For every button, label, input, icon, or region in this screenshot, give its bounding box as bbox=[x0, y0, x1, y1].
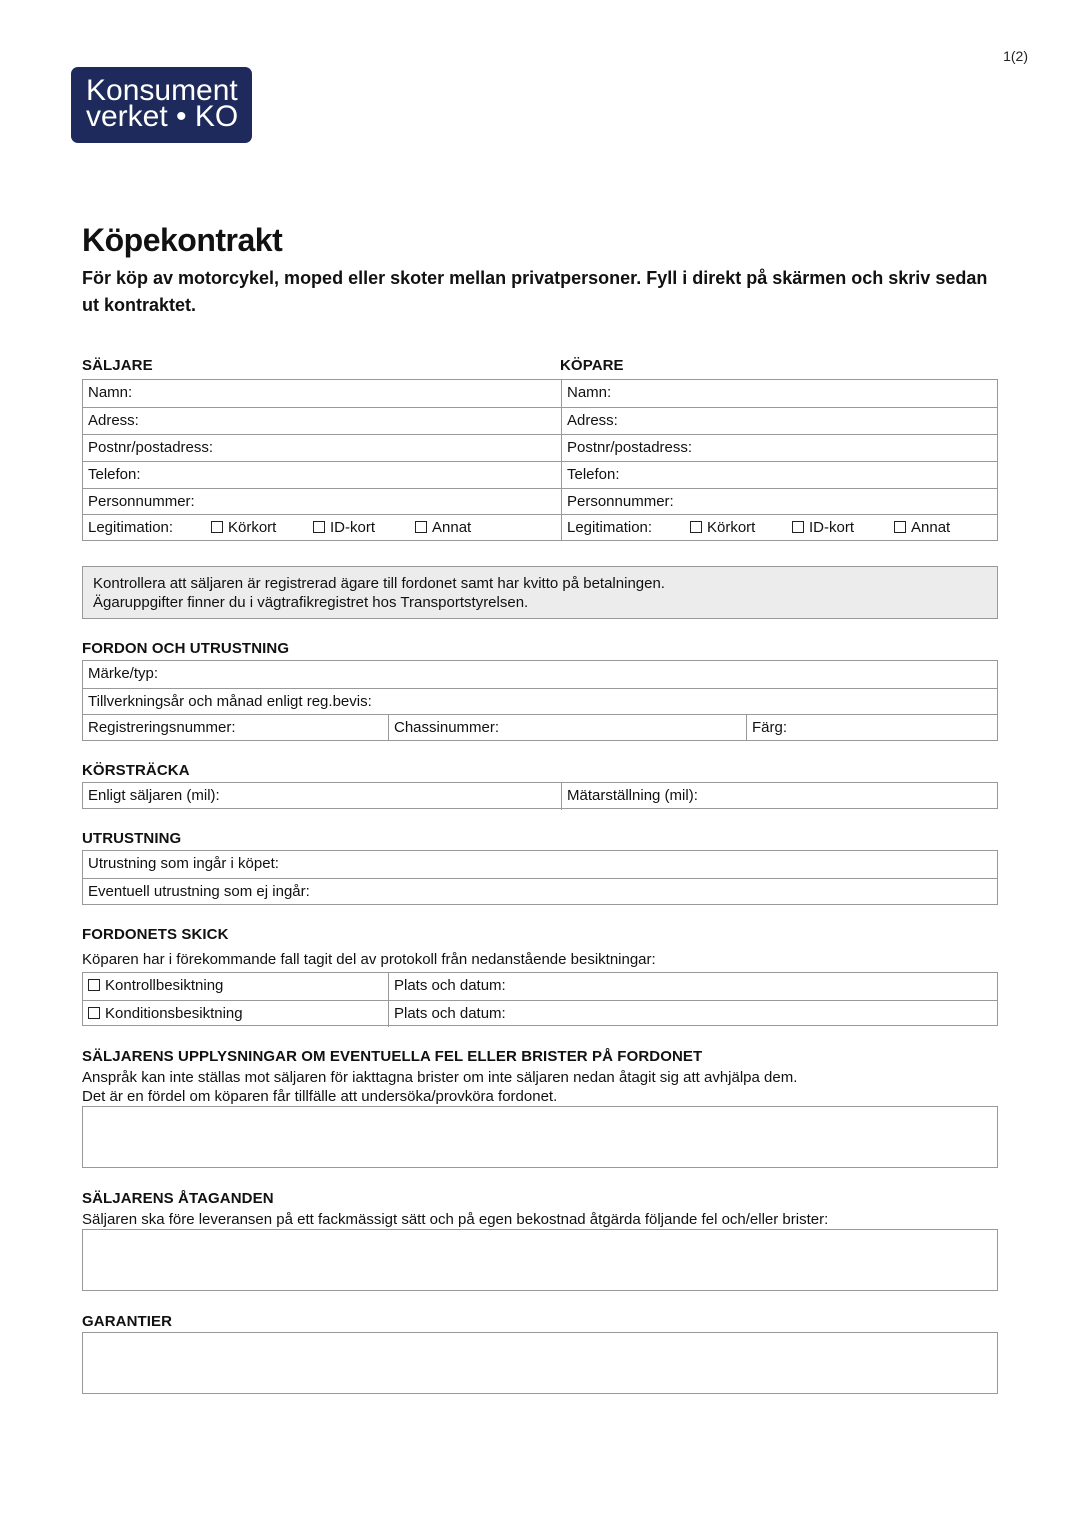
buyer-personal-number-field[interactable]: Personnummer: bbox=[561, 489, 997, 515]
seller-option-korkort[interactable] bbox=[211, 519, 276, 537]
mileage-heading: KÖRSTRÄCKA bbox=[82, 762, 190, 779]
inspection-table bbox=[82, 972, 998, 1026]
buyer-option-id-kort[interactable] bbox=[792, 519, 854, 537]
checkbox-icon[interactable] bbox=[690, 521, 702, 533]
commitments-description: Säljaren ska före leveransen på ett fackmässigt sätt och på egen bekostnad åtgärda följande fel och/eller brister: bbox=[82, 1211, 829, 1228]
seller-phone-field[interactable]: Telefon: bbox=[88, 466, 141, 483]
manufacture-year-field[interactable]: Tillverkningsår och månad enligt reg.bevis: bbox=[88, 693, 372, 710]
option-label: ID-kort bbox=[809, 519, 854, 536]
seller-address-field[interactable]: Adress: bbox=[88, 412, 139, 429]
defects-description-2: Det är en fördel om köparen får tillfälle att undersöka/provköra fordonet. bbox=[82, 1088, 558, 1105]
option-label: Körkort bbox=[707, 519, 756, 536]
warranties-textbox[interactable] bbox=[82, 1332, 998, 1394]
buyer-heading: KÖPARE bbox=[560, 357, 624, 374]
chassis-number-field[interactable]: Chassinummer: bbox=[388, 715, 746, 741]
konsumentverket-logo bbox=[71, 67, 252, 143]
option-label: Annat bbox=[911, 519, 951, 536]
condition-heading: FORDONETS SKICK bbox=[82, 926, 229, 943]
buyer-phone-field[interactable]: Telefon: bbox=[561, 462, 997, 488]
inspection-control[interactable] bbox=[83, 973, 388, 1000]
commitments-heading: SÄLJARENS ÅTAGANDEN bbox=[82, 1190, 274, 1207]
page-number: 1(2) bbox=[1003, 48, 1028, 64]
buyer-name-field[interactable]: Namn: bbox=[561, 380, 997, 407]
option-label: Annat bbox=[432, 519, 472, 536]
checkbox-icon[interactable] bbox=[313, 521, 325, 533]
buyer-postal-field[interactable]: Postnr/postadress: bbox=[561, 435, 997, 461]
buyer-option-annat[interactable] bbox=[894, 519, 950, 537]
color-field[interactable]: Färg: bbox=[746, 715, 997, 741]
notice-line-2: Ägaruppgifter finner du i vägtrafikregistret hos Transportstyrelsen. bbox=[93, 594, 529, 611]
control-place-date-field[interactable]: Plats och datum: bbox=[388, 973, 997, 1000]
inspection-control-label: Kontrollbesiktning bbox=[105, 977, 224, 994]
excluded-equipment-field[interactable]: Eventuell utrustning som ej ingår: bbox=[88, 883, 310, 900]
notice-line-1: Kontrollera att säljaren är registrerad ägare till fordonet samt har kvitto på betalningen. bbox=[93, 575, 665, 592]
equipment-heading: UTRUSTNING bbox=[82, 830, 182, 847]
vehicle-table bbox=[82, 660, 998, 741]
option-label: ID-kort bbox=[330, 519, 375, 536]
warranties-heading: GARANTIER bbox=[82, 1313, 173, 1330]
registration-number-field[interactable]: Registreringsnummer: bbox=[88, 719, 236, 736]
vehicle-heading: FORDON OCH UTRUSTNING bbox=[82, 640, 290, 657]
page-title: Köpekontrakt bbox=[82, 222, 283, 258]
mileage-table bbox=[82, 782, 998, 809]
checkbox-icon[interactable] bbox=[88, 1007, 100, 1019]
defects-description-1: Anspråk kan inte ställas mot säljaren för iakttagna brister om inte säljaren nedan åtagit sig att avhjälpa dem. bbox=[82, 1069, 798, 1086]
checkbox-icon[interactable] bbox=[88, 979, 100, 991]
buyer-id-row bbox=[561, 515, 997, 541]
page-subtitle: För köp av motorcykel, moped eller skoter mellan privatpersoner. Fyll i direkt på skärmen och skriv sedan ut kontraktet. bbox=[82, 268, 988, 315]
ownership-notice bbox=[82, 566, 998, 619]
seller-personal-number-field[interactable]: Personnummer: bbox=[88, 493, 195, 510]
defects-heading: SÄLJARENS UPPLYSNINGAR OM EVENTUELLA FEL ELLER BRISTER PÅ FORDONET bbox=[82, 1048, 703, 1065]
seller-buyer-table bbox=[82, 379, 998, 541]
buyer-id-label: Legitimation: bbox=[567, 519, 653, 536]
seller-mileage-field[interactable]: Enligt säljaren (mil): bbox=[88, 787, 220, 804]
seller-heading: SÄLJARE bbox=[82, 357, 153, 374]
seller-id-label: Legitimation: bbox=[88, 519, 174, 536]
included-equipment-field[interactable]: Utrustning som ingår i köpet: bbox=[88, 855, 279, 872]
checkbox-icon[interactable] bbox=[415, 521, 427, 533]
logo-line-2: verket • KO bbox=[86, 100, 239, 133]
checkbox-icon[interactable] bbox=[894, 521, 906, 533]
seller-name-field[interactable]: Namn: bbox=[88, 384, 133, 401]
defects-textbox[interactable] bbox=[82, 1106, 998, 1168]
buyer-address-field[interactable]: Adress: bbox=[561, 408, 997, 434]
condition-place-date-field[interactable]: Plats och datum: bbox=[388, 1001, 997, 1027]
inspection-condition-label: Konditionsbesiktning bbox=[105, 1005, 243, 1022]
equipment-table bbox=[82, 850, 998, 905]
checkbox-icon[interactable] bbox=[792, 521, 804, 533]
odometer-field[interactable]: Mätarställning (mil): bbox=[561, 783, 997, 810]
seller-option-id-kort[interactable] bbox=[313, 519, 375, 537]
seller-id-row bbox=[83, 515, 561, 541]
commitments-textbox[interactable] bbox=[82, 1229, 998, 1291]
option-label: Körkort bbox=[228, 519, 277, 536]
condition-description: Köparen har i förekommande fall tagit del av protokoll från nedanstående besiktningar: bbox=[82, 951, 656, 968]
seller-option-annat[interactable] bbox=[415, 519, 471, 537]
make-field[interactable]: Märke/typ: bbox=[88, 665, 159, 682]
seller-postal-field[interactable]: Postnr/postadress: bbox=[88, 439, 214, 456]
checkbox-icon[interactable] bbox=[211, 521, 223, 533]
logo-line-1: Konsument bbox=[86, 74, 238, 107]
buyer-option-korkort[interactable] bbox=[690, 519, 755, 537]
inspection-condition[interactable] bbox=[83, 1001, 388, 1027]
